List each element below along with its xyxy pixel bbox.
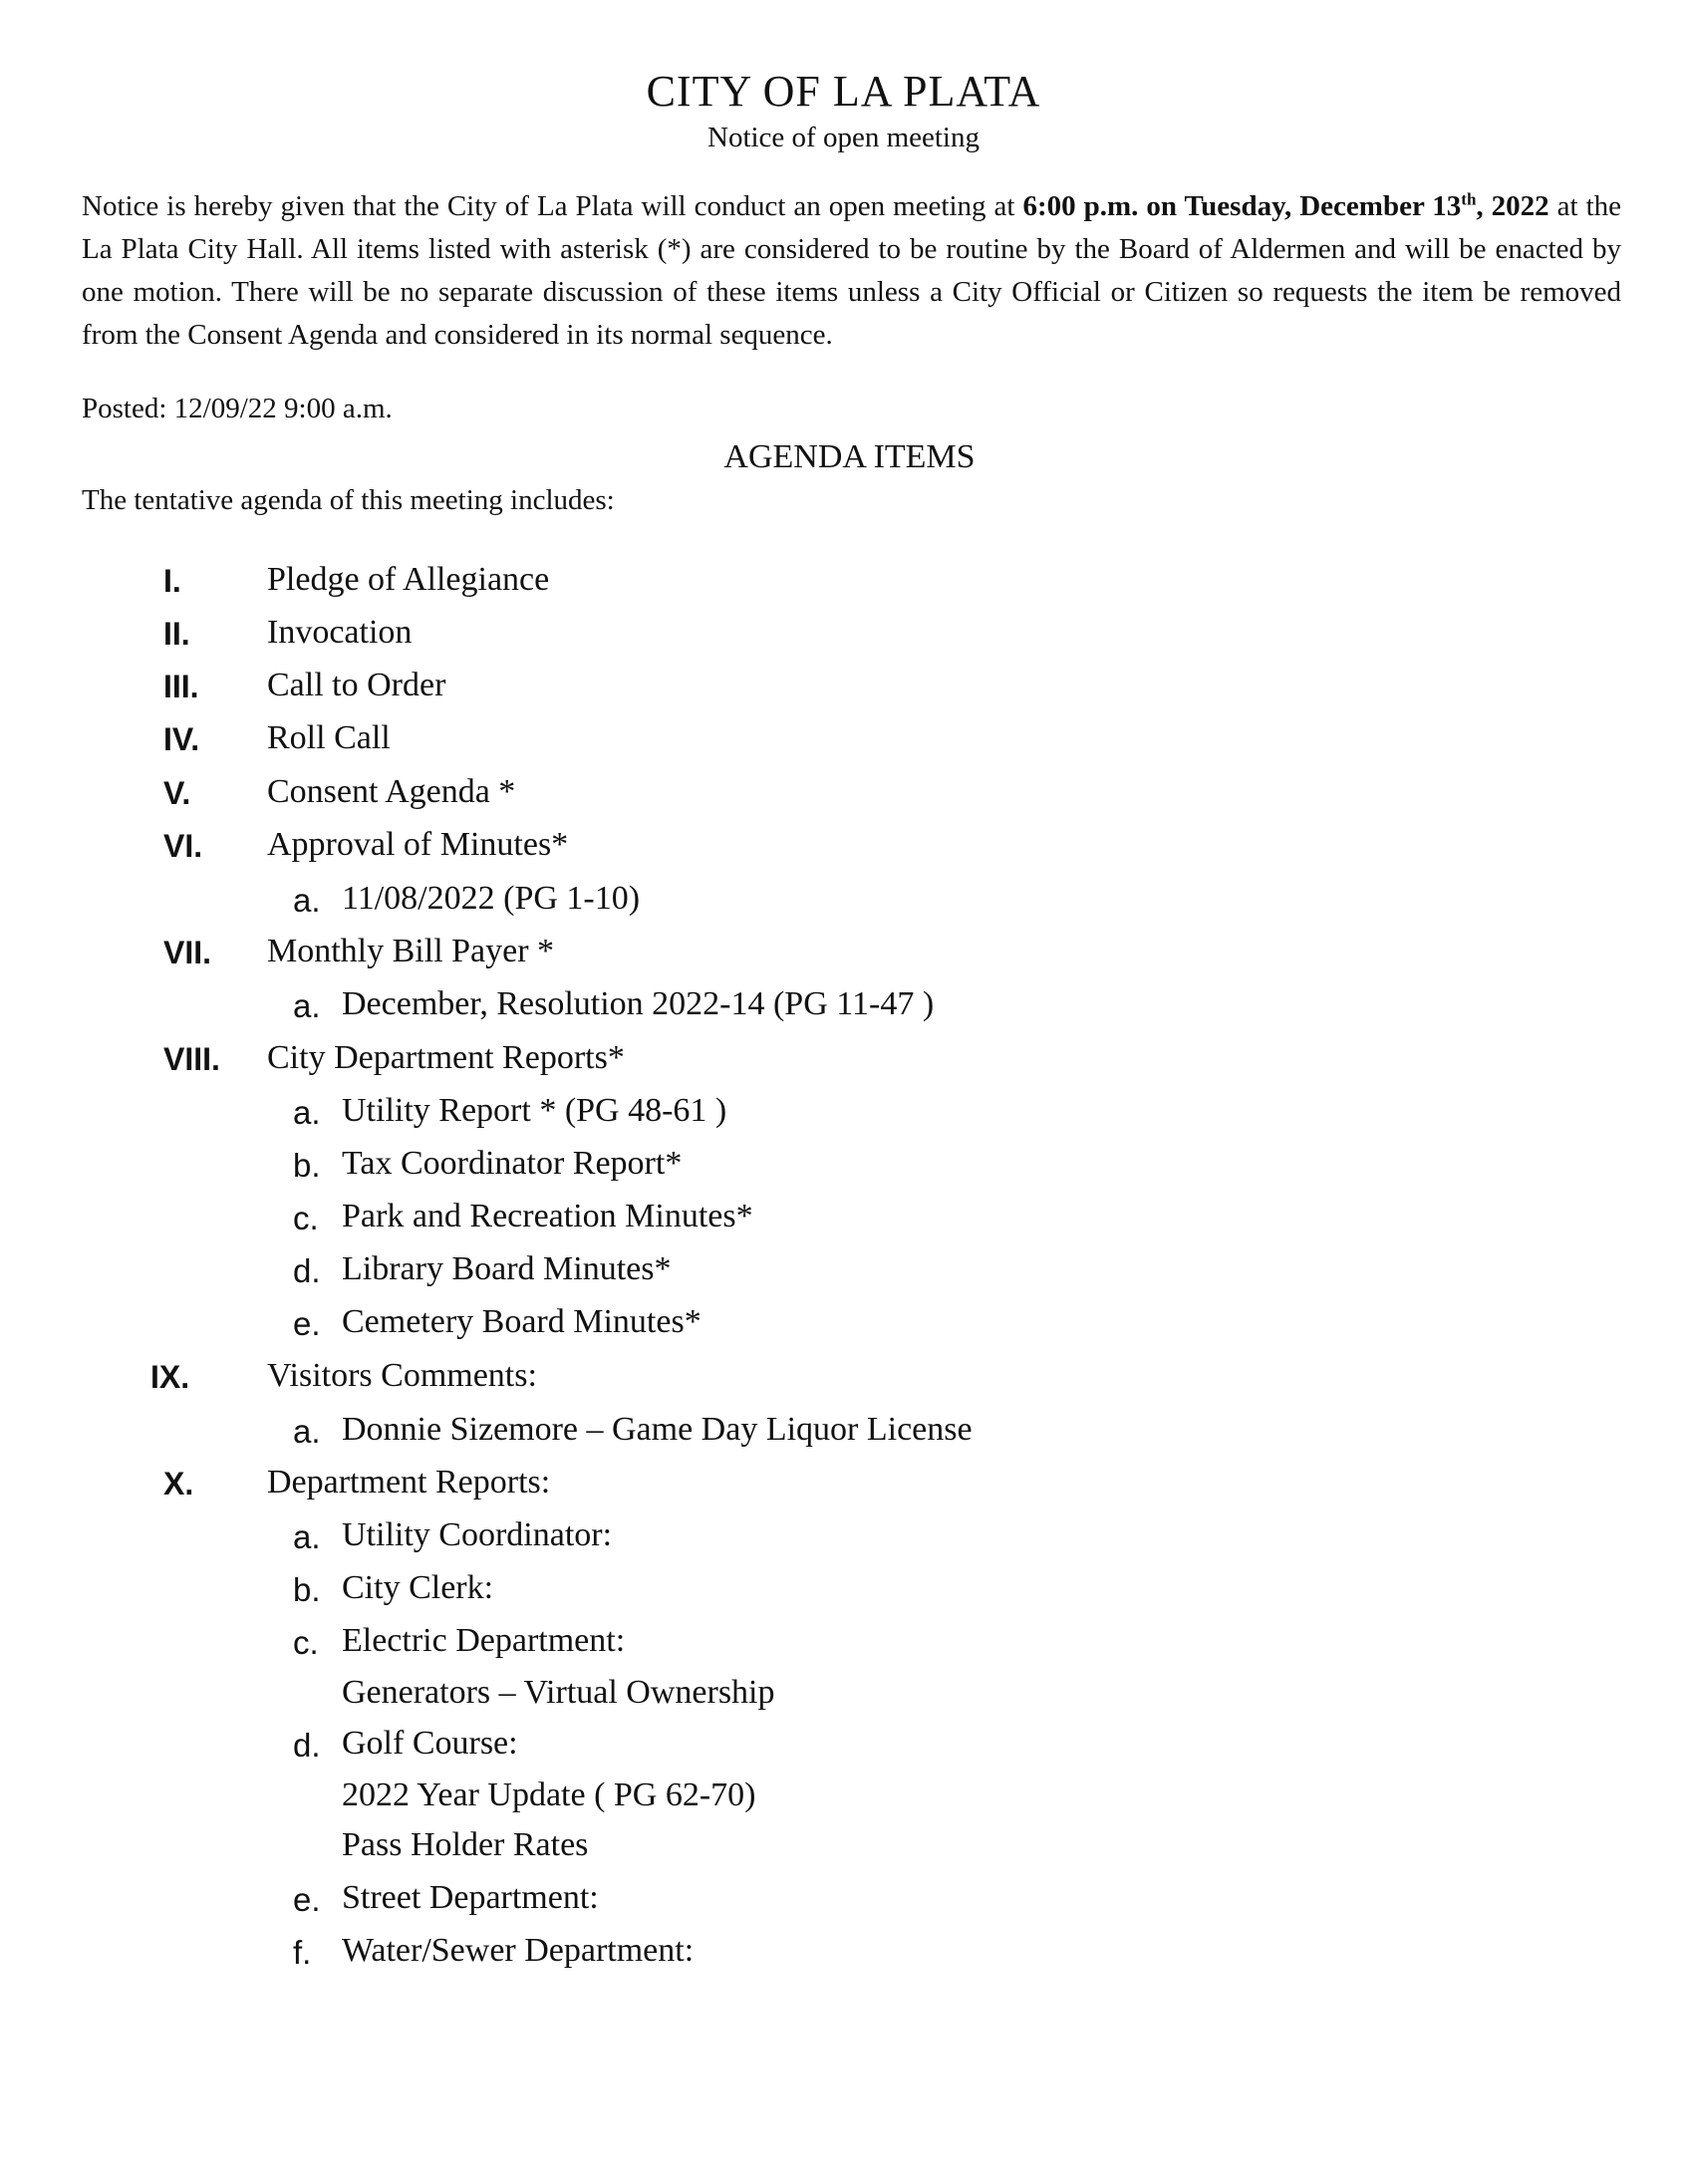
sub-item-letter: c. — [293, 1200, 319, 1236]
sub-item-letter: a. — [293, 1518, 321, 1555]
item-text: Approval of Minutes* — [267, 826, 569, 863]
item-number: II. — [163, 616, 190, 652]
item-number: IX. — [150, 1359, 190, 1395]
posted-date: Posted: 12/09/22 9:00 a.m. — [82, 393, 393, 424]
item-number: X. — [163, 1466, 194, 1502]
item-number: V. — [163, 775, 191, 811]
item-number: I. — [163, 563, 181, 599]
agenda-heading: AGENDA ITEMS — [723, 438, 976, 475]
sub-item-letter: f. — [293, 1934, 312, 1971]
item-text: Call to Order — [267, 667, 446, 703]
sub-item-letter: a. — [293, 882, 321, 919]
sub-item-text: Park and Recreation Minutes* — [342, 1198, 753, 1234]
sub-item-text: Cemetery Board Minutes* — [342, 1303, 702, 1340]
sub-item-letter: e. — [293, 1305, 321, 1342]
sub-item-text: Electric Department: — [342, 1622, 626, 1659]
item-number: VIII. — [163, 1041, 220, 1077]
agenda-intro: The tentative agenda of this meeting includes: — [82, 484, 615, 516]
sub-item-detail: Pass Holder Rates — [342, 1826, 589, 1863]
notice-text-1: Notice is hereby given that the City of La Plata will conduct an open meeting at — [82, 190, 1023, 222]
item-text: Pledge of Allegiance — [267, 561, 550, 598]
sub-item-letter: d. — [293, 1252, 321, 1289]
sub-item-text: 11/08/2022 (PG 1-10) — [342, 880, 641, 917]
item-number: IV. — [163, 721, 200, 757]
sub-item-letter: b. — [293, 1571, 321, 1608]
sub-item-text: Donnie Sizemore – Game Day Liquor License — [342, 1411, 973, 1448]
sub-item-detail: 2022 Year Update ( PG 62-70) — [342, 1776, 756, 1813]
item-number: VI. — [163, 828, 203, 864]
item-text: Invocation — [267, 614, 413, 651]
item-text: Department Reports: — [267, 1464, 551, 1501]
item-number: VII. — [163, 935, 212, 970]
sub-item-text: City Clerk: — [342, 1569, 494, 1606]
sub-item-letter: b. — [293, 1147, 321, 1184]
item-text: Visitors Comments: — [267, 1357, 537, 1394]
sub-item-text: Water/Sewer Department: — [342, 1932, 695, 1969]
item-text: Consent Agenda * — [267, 773, 516, 810]
notice-meeting-time: 6:00 p.m. on Tuesday, December 13th, 2022 — [1022, 189, 1549, 222]
sub-item-detail: Generators – Virtual Ownership — [342, 1674, 775, 1711]
notice-paragraph — [82, 185, 1621, 357]
item-text: Roll Call — [267, 719, 391, 756]
sub-item-text: Library Board Minutes* — [342, 1250, 672, 1287]
sub-item-text: Golf Course: — [342, 1725, 518, 1762]
item-number: III. — [163, 669, 199, 704]
sub-item-letter: c. — [293, 1624, 319, 1661]
notice-text-2: at the La Plata City Hall. All items listed with asterisk (*) are considered to be routine by the Board of Aldermen and will be enacted by one motion. There will be no separate discussion of these items unless a City Official or Citizen so requests the item be removed from the Consent Agenda and considered in its normal sequence. — [82, 190, 1622, 351]
sub-item-text: Street Department: — [342, 1879, 599, 1916]
notice-ordinal-suffix: th — [1461, 189, 1477, 209]
item-text: Monthly Bill Payer * — [267, 933, 555, 969]
document-subtitle: Notice of open meeting — [707, 122, 980, 153]
item-text: City Department Reports* — [267, 1039, 625, 1076]
sub-item-letter: a. — [293, 1413, 321, 1450]
sub-item-letter: d. — [293, 1727, 321, 1764]
sub-item-letter: a. — [293, 987, 321, 1024]
sub-item-letter: e. — [293, 1881, 321, 1918]
sub-item-text: Utility Report * (PG 48-61 ) — [342, 1092, 727, 1129]
document-title: CITY OF LA PLATA — [646, 67, 1041, 116]
sub-item-text: December, Resolution 2022-14 (PG 11-47 ) — [342, 985, 935, 1022]
sub-item-text: Utility Coordinator: — [342, 1516, 613, 1553]
sub-item-letter: a. — [293, 1094, 321, 1131]
sub-item-text: Tax Coordinator Report* — [342, 1145, 683, 1182]
